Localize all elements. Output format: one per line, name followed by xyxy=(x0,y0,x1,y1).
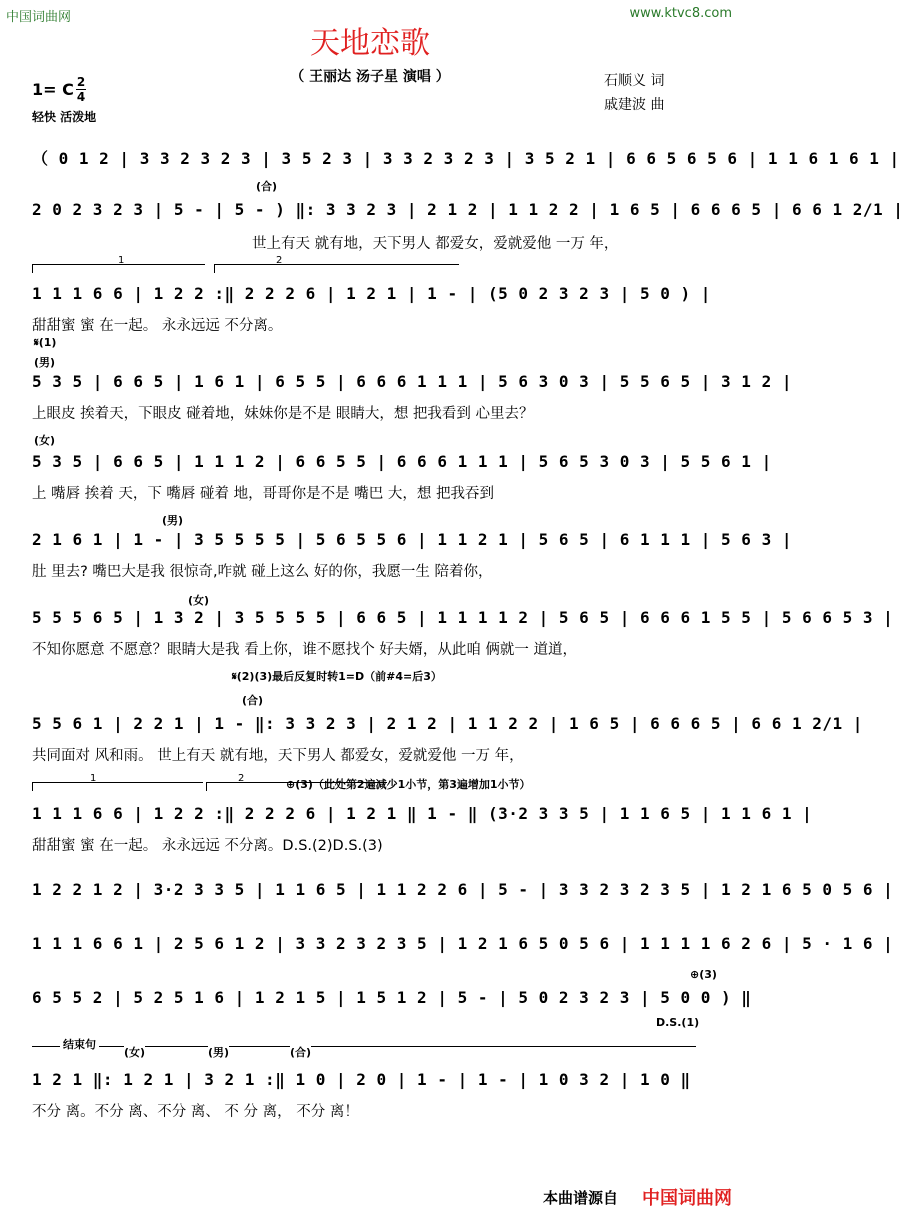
watermark-url: www.ktvc8.com xyxy=(629,6,732,21)
volta-bracket-2 xyxy=(214,264,459,273)
female-marker-3: (女) xyxy=(124,1046,146,1059)
lyrics-row-6: 肚 里去? 嘴巴大是我 很惊奇,咋就 碰上这么 好的你，我愿一生 陪着你， xyxy=(32,564,493,580)
female-marker-2: (女) xyxy=(188,594,210,607)
tempo-marking: 轻快 活泼地 xyxy=(32,110,97,124)
lyrics-row-3: 甜甜蜜 蜜 在一起。 永永远远 不分离。 xyxy=(32,318,283,334)
notation-row-3: 1 1 1 6 6 | 1 2 2 :‖ 2 2 2 6 | 1 2 1 | 1 - | (5 0 2 3 2 3 | 5 0 ) | xyxy=(32,284,711,303)
notation-row-10: 1 2 2 1 2 | 3·2 3 3 5 | 1 1 6 5 | 1 1 2 2 6 | 5 - | 3 3 2 3 2 3 5 | 1 2 1 6 5 0 5 6 | xyxy=(32,880,894,899)
notation-row-11: 1 1 1 6 6 1 | 2 5 6 1 2 | 3 3 2 3 2 3 5 | 1 2 1 6 5 0 5 6 | 1 1 1 1 6 2 6 | 5 · 1 6 | xyxy=(32,934,894,953)
lyrics-row-13: 不分 离。不分 离、不分 离、 不 分 离， 不分 离！ xyxy=(32,1104,359,1120)
footer-source-label: 本曲谱源自 xyxy=(542,1189,618,1207)
notation-row-2: 2 0 2 3 2 3 | 5 - | 5 - ) ‖: 3 3 2 3 | 2 1 2 | 1 1 2 2 | 1 6 5 | 6 6 6 5 | 6 6 1 2/1 | xyxy=(32,200,903,219)
ending-label: 结束句 xyxy=(60,1036,99,1052)
volta-label-1: 1 xyxy=(118,255,125,266)
time-signature xyxy=(76,76,86,103)
lyrics-row-8: 共同面对 风和雨。 世上有天 就有地，天下男人 都爱女，爱就爱他 一万 年， xyxy=(32,748,524,764)
chorus-marker-2: (合) xyxy=(242,694,264,707)
coda-sign: ⊕(3) xyxy=(690,968,717,981)
time-signature-bottom: 4 xyxy=(76,90,86,104)
dal-segno-1: D.S.(1) xyxy=(656,1016,700,1029)
lyrics-row-7: 不知你愿意 不愿意？眼睛大是我 看上你，谁不愿找个 好夫婿，从此咱 俩就一 道道， xyxy=(32,642,578,658)
lyrics-row-2: 世上有天 就有地，天下男人 都爱女，爱就爱他 一万 年， xyxy=(252,236,619,252)
repeat-instruction: 𝄋(2)(3)最后反复时转1=D（前#4=后3） xyxy=(232,670,442,683)
volta-label-4: 2 xyxy=(238,773,245,784)
key-signature: 1= C xyxy=(32,80,74,99)
male-marker-2: (男) xyxy=(162,514,184,527)
singers: （ 王丽达 汤子星 演唱 ） xyxy=(290,69,450,85)
notation-row-12: 6 5 5 2 | 5 2 5 1 6 | 1 2 1 5 | 1 5 1 2 | 5 - | 5 0 2 3 2 3 | 5 0 0 ) ‖ xyxy=(32,988,752,1007)
lyrics-row-5: 上 嘴唇 挨着 天，下 嘴唇 碰着 地，哥哥你是不是 嘴巴 大，想 把我吞到 xyxy=(32,486,494,502)
notation-row-6: 2 1 6 1 | 1 - | 3 5 5 5 5 | 5 6 5 5 6 | 1 1 2 1 | 5 6 5 | 6 1 1 1 | 5 6 3 | xyxy=(32,530,792,549)
female-marker: (女) xyxy=(34,434,56,447)
male-marker-3: (男) xyxy=(208,1046,230,1059)
composer-credit: 戚建波 曲 xyxy=(604,97,665,113)
volta-label-2: 2 xyxy=(276,255,283,266)
notation-row-4: 5 3 5 | 6 6 5 | 1 6 1 | 6 5 5 | 6 6 6 1 1 1 | 5 6 3 0 3 | 5 5 6 5 | 3 1 2 | xyxy=(32,372,792,391)
song-title: 天地恋歌 xyxy=(310,26,430,61)
notation-row-7: 5 5 5 6 5 | 1 3 2 | 3 5 5 5 5 | 6 6 5 | 1 1 1 1 2 | 5 6 5 | 6 6 6 1 5 5 | 5 6 6 5 3 | xyxy=(32,608,894,627)
coda-note: ⊕(3)（此处第2遍减少1小节，第3遍增加1小节） xyxy=(286,778,531,791)
lyrics-row-4: 上眼皮 挨着天，下眼皮 碰着地，妹妹你是不是 眼睛大，想 把我看到 心里去？ xyxy=(32,406,534,422)
notation-row-8: 5 5 6 1 | 2 2 1 | 1 - ‖: 3 3 2 3 | 2 1 2 | 1 1 2 2 | 1 6 5 | 6 6 6 5 | 6 6 1 2/1 | xyxy=(32,714,863,733)
chorus-marker-3: (合) xyxy=(290,1046,312,1059)
volta-label-3: 1 xyxy=(90,773,97,784)
watermark-site-name: 中国词曲网 xyxy=(6,10,72,25)
notation-row-5: 5 3 5 | 6 6 5 | 1 1 1 2 | 6 6 5 5 | 6 6 6 1 1 1 | 5 6 5 3 0 3 | 5 5 6 1 | xyxy=(32,452,772,471)
notation-row-9: 1 1 1 6 6 | 1 2 2 :‖ 2 2 2 6 | 1 2 1 ‖ 1 - ‖ (3·2 3 3 5 | 1 1 6 5 | 1 1 6 1 | xyxy=(32,804,813,823)
lyricist-credit: 石顺义 词 xyxy=(604,73,665,89)
notation-row-1: （ 0 1 2 | 3 3 2 3 2 3 | 3 5 2 3 | 3 3 2 3 2 3 | 3 5 2 1 | 6 6 5 6 5 6 | 1 1 6 1 6 1 | xyxy=(32,149,900,168)
male-marker: (男) xyxy=(34,356,56,369)
lyrics-row-9: 甜甜蜜 蜜 在一起。 永永远远 不分离。D.S.(2)D.S.(3) xyxy=(32,838,383,854)
volta-bracket-3 xyxy=(32,782,203,791)
segno-1: 𝄋(1) xyxy=(34,336,57,349)
chorus-marker: (合) xyxy=(256,180,278,193)
footer-site-logo[interactable]: 中国词曲网 xyxy=(642,1188,732,1209)
time-signature-top: 2 xyxy=(76,75,86,89)
notation-row-13: 1 2 1 ‖: 1 2 1 | 3 2 1 :‖ 1 0 | 2 0 | 1 - | 1 - | 1 0 3 2 | 1 0 ‖ xyxy=(32,1070,691,1089)
